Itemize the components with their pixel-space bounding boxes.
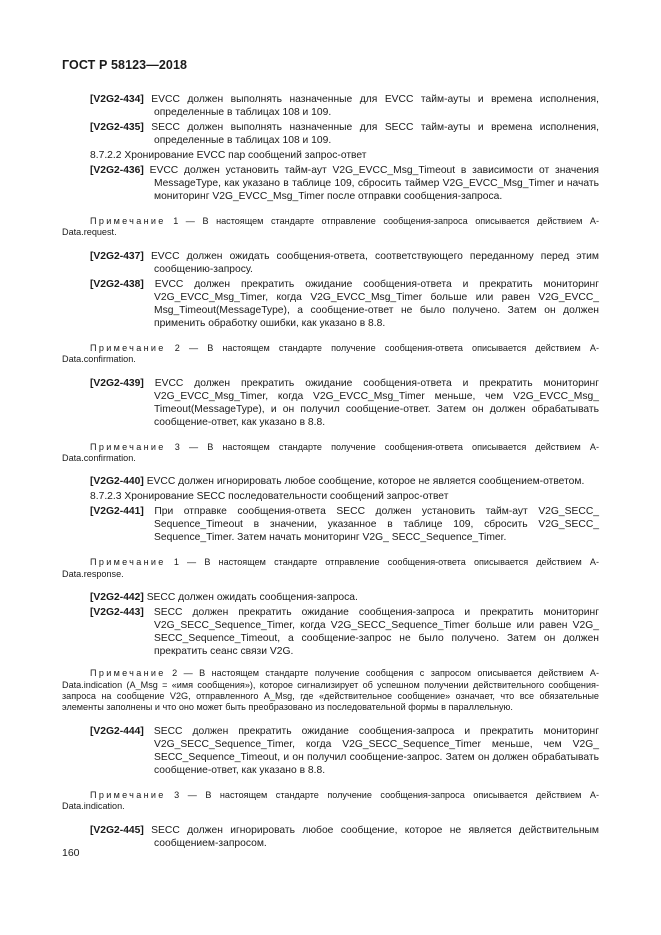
note-label: Примечание — [90, 216, 166, 226]
note-label: Примечание — [90, 342, 166, 353]
note-1-request — [62, 216, 599, 239]
section-heading-8-7-2-2: 8.7.2.2 Хронирование EVCC пар сообщений запрос-ответ — [90, 150, 367, 161]
requirement-code: [V2G2-445] — [90, 824, 144, 836]
note-1-response — [62, 557, 599, 580]
requirement-text: EVCC должен ожидать сообщения-ответа, соответствующего переданному перед этим сообщению-запросу. — [150, 250, 599, 275]
requirement-code: [V2G2-442] — [90, 592, 144, 604]
page-number: 160 — [62, 847, 80, 859]
requirement-v2g2-444 — [62, 725, 599, 777]
note-text: 1 — В настоящем стандарте отправление сообщения-запроса описывается действием A-Data.request. — [62, 216, 599, 238]
section-heading-8-7-2-3: 8.7.2.3 Хронирование SECC последовательности сообщений запрос-ответ — [90, 491, 449, 503]
requirement-text: SECC должен выполнять назначенные для SECC тайм-ауты и времена исполнения, определенные в таблицах 108 и 109. — [151, 122, 599, 146]
requirement-text: При отправке сообщения-ответа SECC должен установить тайм-аут V2G_SECC_ Sequence_Timeout в значении, указанное в таблице 109, сбросить V2G_SECC_ Sequence_Timer. Затем начать мониторинг V2G_ SECC_Sequence_Timer. — [154, 506, 599, 544]
requirement-code: [V2G2-440] — [90, 476, 144, 488]
requirement-code: [V2G2-438] — [90, 278, 144, 290]
requirement-code: [V2G2-441] — [90, 506, 144, 518]
document-header: ГОСТ Р 58123—2018 — [62, 58, 188, 72]
requirement-v2g2-434 — [62, 93, 599, 119]
requirement-v2g2-435 — [62, 121, 599, 147]
note-label: Примечание — [90, 557, 166, 568]
requirement-v2g2-436 — [62, 164, 599, 203]
requirement-text: SECC должен прекратить ожидание сообщения-запроса и прекратить мониторинг V2G_SECC_Sequence_Timer, когда V2G_SECC_Sequence_Timer больше или равен V2G_ SECC_Sequence_Timeout, а сообщение-запрос не было получено. Затем он должен прекратить сеанс связи V2G. — [153, 607, 599, 658]
requirement-v2g2-438 — [62, 278, 599, 330]
requirement-text: EVCC должен игнорировать любое сообщение, которое не является сообщением-ответом. — [146, 476, 585, 488]
note-2-indication — [62, 668, 599, 714]
requirement-v2g2-440 — [62, 475, 599, 488]
note-3-confirmation — [62, 442, 599, 465]
note-text: 2 — В настоящем стандарте получение сообщения с запросом описывается действием A-Data.indication (A_Msg = «имя сообщения»), которое сигнализирует об успешном получении действительного сообщения-запроса на сообщение V2G, отправленного A_Msg, где «действительное сообщение» означает, что все обязательные элементы заполнены и что оно может быть преобразовано из последовательной формы в параллельную. — [62, 668, 599, 713]
requirement-text: EVCC должен прекратить ожидание сообщения-ответа и прекратить мониторинг V2G_EVCC_Msg_Timer, когда V2G_EVCC_Msg_Timer меньше, чем V2G_EVCC_Msg_ Timeout(MessageType), и он получил сообщение-ответ. Затем он должен обрабатывать сообщение-ответ, как указано в 8.8. — [154, 377, 599, 428]
requirement-v2g2-439 — [62, 377, 599, 429]
note-2-confirmation — [62, 343, 599, 366]
requirement-text: SECC должен игнорировать любое сообщение, которое не является действительным сообщением-запросом. — [151, 824, 599, 849]
note-3-indication — [62, 790, 599, 813]
requirement-v2g2-437 — [62, 250, 599, 276]
requirement-v2g2-441 — [62, 505, 599, 544]
requirement-code: [V2G2-434] — [90, 94, 144, 105]
requirement-code: [V2G2-436] — [90, 165, 144, 176]
requirement-v2g2-442 — [62, 591, 599, 604]
requirement-code: [V2G2-439] — [90, 377, 144, 389]
note-label: Примечание — [90, 668, 166, 679]
requirement-text: EVCC должен выполнять назначенные для EVCC тайм-ауты и времена исполнения, определенные в таблицах 108 и 109. — [151, 94, 599, 118]
document-body — [62, 93, 599, 852]
note-label: Примечание — [90, 441, 166, 452]
requirement-v2g2-445 — [62, 824, 599, 850]
requirement-text: SECC должен ожидать сообщения-запроса. — [146, 592, 358, 604]
requirement-code: [V2G2-444] — [90, 725, 144, 737]
note-text: 3 — В настоящем стандарте получение сообщения-запроса описывается действием A-Data.indication. — [62, 789, 599, 812]
requirement-text: SECC должен прекратить ожидание сообщения-запроса и прекратить мониторинг V2G_SECC_Sequence_Timer, когда V2G_SECC_Sequence_Timer меньше, чем V2G_ SECC_Sequence_Timeout, и он получил сообщение-запрос. Затем он должен обрабатывать сообщение-ответ, как указано в 8.8. — [153, 725, 599, 776]
requirement-text: EVCC должен прекратить ожидание сообщения-ответа и прекратить мониторинг V2G_EVCC_Msg_Timer, когда V2G_EVCC_Msg_Timer больше или равен V2G_EVCC_ Msg_Timeout(MessageType), а сообщение-ответ не было получено. Затем он должен применить обработку ошибки, как указано в 8.8. — [154, 278, 599, 329]
requirement-code: [V2G2-443] — [90, 607, 144, 619]
requirement-v2g2-443 — [62, 606, 599, 658]
requirement-code: [V2G2-435] — [90, 122, 144, 133]
note-text: 2 — В настоящем стандарте получение сообщения-ответа описывается действием A-Data.confirmation. — [62, 342, 599, 365]
note-text: 3 — В настоящем стандарте получение сообщения-ответа описывается действием A-Data.confirmation. — [62, 441, 599, 464]
requirement-code: [V2G2-437] — [90, 250, 144, 262]
note-label: Примечание — [90, 789, 166, 800]
note-text: 1 — В настоящем стандарте отправление сообщения-ответа описывается действием A-Data.response. — [62, 557, 599, 579]
requirement-text: EVCC должен установить тайм-аут V2G_EVCC_Msg_Timeout в зависимости от значения MessageType, как указано в таблице 109, сбросить таймер V2G_EVCC_Msg_Timer и начать мониторинг V2G_EVCC_Msg_Timer после отправки сообщения-запроса. — [149, 165, 599, 202]
